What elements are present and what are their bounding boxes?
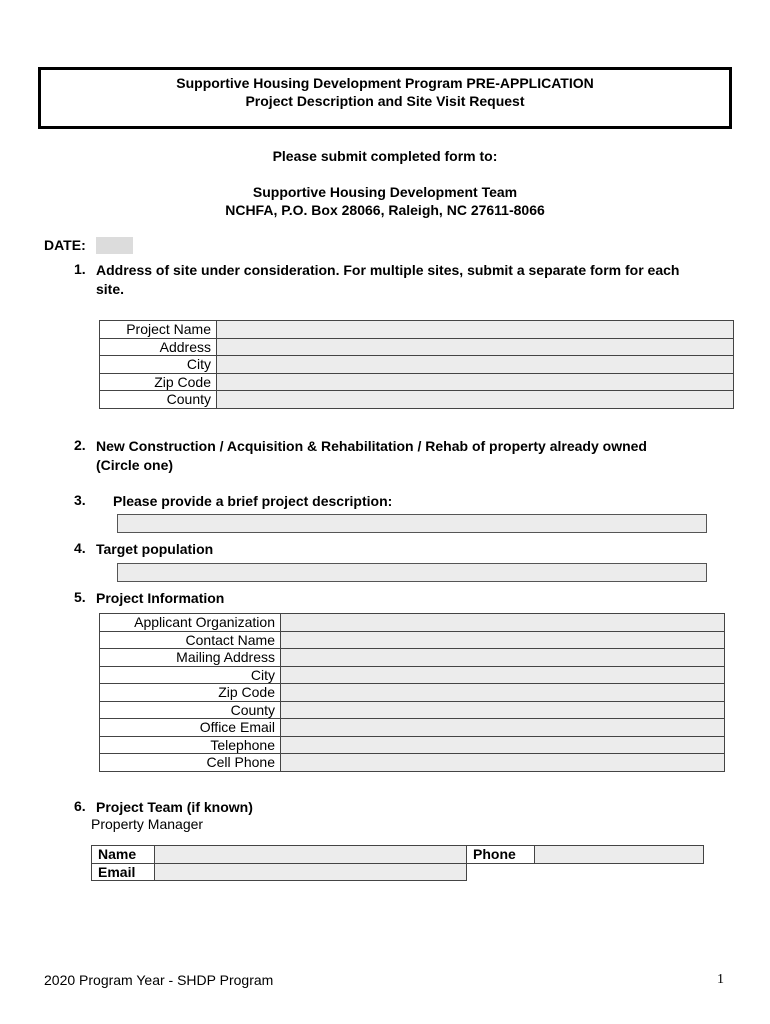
table-row (92, 863, 467, 881)
site-address-table (99, 320, 734, 409)
submit-prompt: Please submit completed form to: (272, 148, 498, 164)
field-label: Project Name (100, 321, 217, 339)
field-label: Zip Code (100, 373, 217, 391)
section1-text: Address of site under consideration. For multiple sites, submit a separate form for each site. (96, 262, 680, 297)
cell-phone-field[interactable] (281, 754, 725, 772)
date-label: DATE: (44, 237, 86, 253)
table-row (100, 356, 734, 374)
field-label: County (100, 701, 281, 719)
section6-text: Project Team (if known) (96, 799, 253, 815)
table-row (100, 701, 725, 719)
section1-number: 1. (74, 261, 86, 277)
section3-number: 3. (74, 492, 86, 508)
date-field[interactable] (96, 237, 133, 254)
address-field[interactable] (217, 338, 734, 356)
email-label: Email (92, 863, 155, 881)
project-information-table (99, 613, 725, 772)
section2-number: 2. (74, 437, 86, 453)
page-number: 1 (717, 972, 724, 987)
section4-number: 4. (74, 540, 86, 556)
table-row (467, 846, 704, 864)
field-label: County (100, 391, 217, 409)
project-name-field[interactable] (217, 321, 734, 339)
name-field[interactable] (155, 846, 467, 864)
zip-code-field[interactable] (217, 373, 734, 391)
footer-program-year: 2020 Program Year - SHDP Program (44, 972, 274, 988)
name-label: Name (92, 846, 155, 864)
mailing-address-field[interactable] (281, 649, 725, 667)
table-row (100, 649, 725, 667)
section3-text: Please provide a brief project description: (113, 493, 393, 509)
table-row (100, 684, 725, 702)
table-row (100, 338, 734, 356)
field-label: City (100, 356, 217, 374)
field-label: City (100, 666, 281, 684)
submit-team: Supportive Housing Development Team (252, 184, 518, 200)
telephone-field[interactable] (281, 736, 725, 754)
phone-field[interactable] (535, 846, 704, 864)
county-field[interactable] (281, 701, 725, 719)
table-row (100, 373, 734, 391)
form-title: Supportive Housing Development Program PRE-APPLICATION (176, 75, 594, 91)
county-field[interactable] (217, 391, 734, 409)
email-field[interactable] (155, 863, 467, 881)
field-label: Cell Phone (100, 754, 281, 772)
field-label: Zip Code (100, 684, 281, 702)
phone-table (466, 845, 704, 864)
city-field[interactable] (281, 666, 725, 684)
section4-text: Target population (96, 541, 214, 557)
table-row (100, 391, 734, 409)
table-row (100, 614, 725, 632)
field-label: Office Email (100, 719, 281, 737)
city-field[interactable] (217, 356, 734, 374)
contact-name-field[interactable] (281, 631, 725, 649)
field-label: Contact Name (100, 631, 281, 649)
project-description-field[interactable] (117, 514, 707, 533)
section5-number: 5. (74, 589, 86, 605)
field-label: Mailing Address (100, 649, 281, 667)
table-row (100, 719, 725, 737)
office-email-field[interactable] (281, 719, 725, 737)
table-row (100, 736, 725, 754)
table-row (100, 666, 725, 684)
table-row (100, 321, 734, 339)
table-row (92, 846, 467, 864)
section6-number: 6. (74, 798, 86, 814)
section2-options: New Construction / Acquisition & Rehabilitation / Rehab of property already owned (96, 438, 647, 454)
table-row (100, 631, 725, 649)
form-subtitle: Project Description and Site Visit Request (245, 93, 525, 109)
field-label: Applicant Organization (100, 614, 281, 632)
field-label: Telephone (100, 736, 281, 754)
form-title-box (38, 67, 732, 129)
section2-instruction: (Circle one) (96, 457, 174, 473)
table-row (100, 754, 725, 772)
section5-text: Project Information (96, 590, 225, 606)
target-population-field[interactable] (117, 563, 707, 582)
submit-address: NCHFA, P.O. Box 28066, Raleigh, NC 27611-8066 (225, 202, 545, 218)
property-manager-heading: Property Manager (91, 816, 204, 832)
zip-code-field[interactable] (281, 684, 725, 702)
property-manager-table (91, 845, 467, 881)
field-label: Address (100, 338, 217, 356)
applicant-organization-field[interactable] (281, 614, 725, 632)
phone-label: Phone (467, 846, 535, 864)
